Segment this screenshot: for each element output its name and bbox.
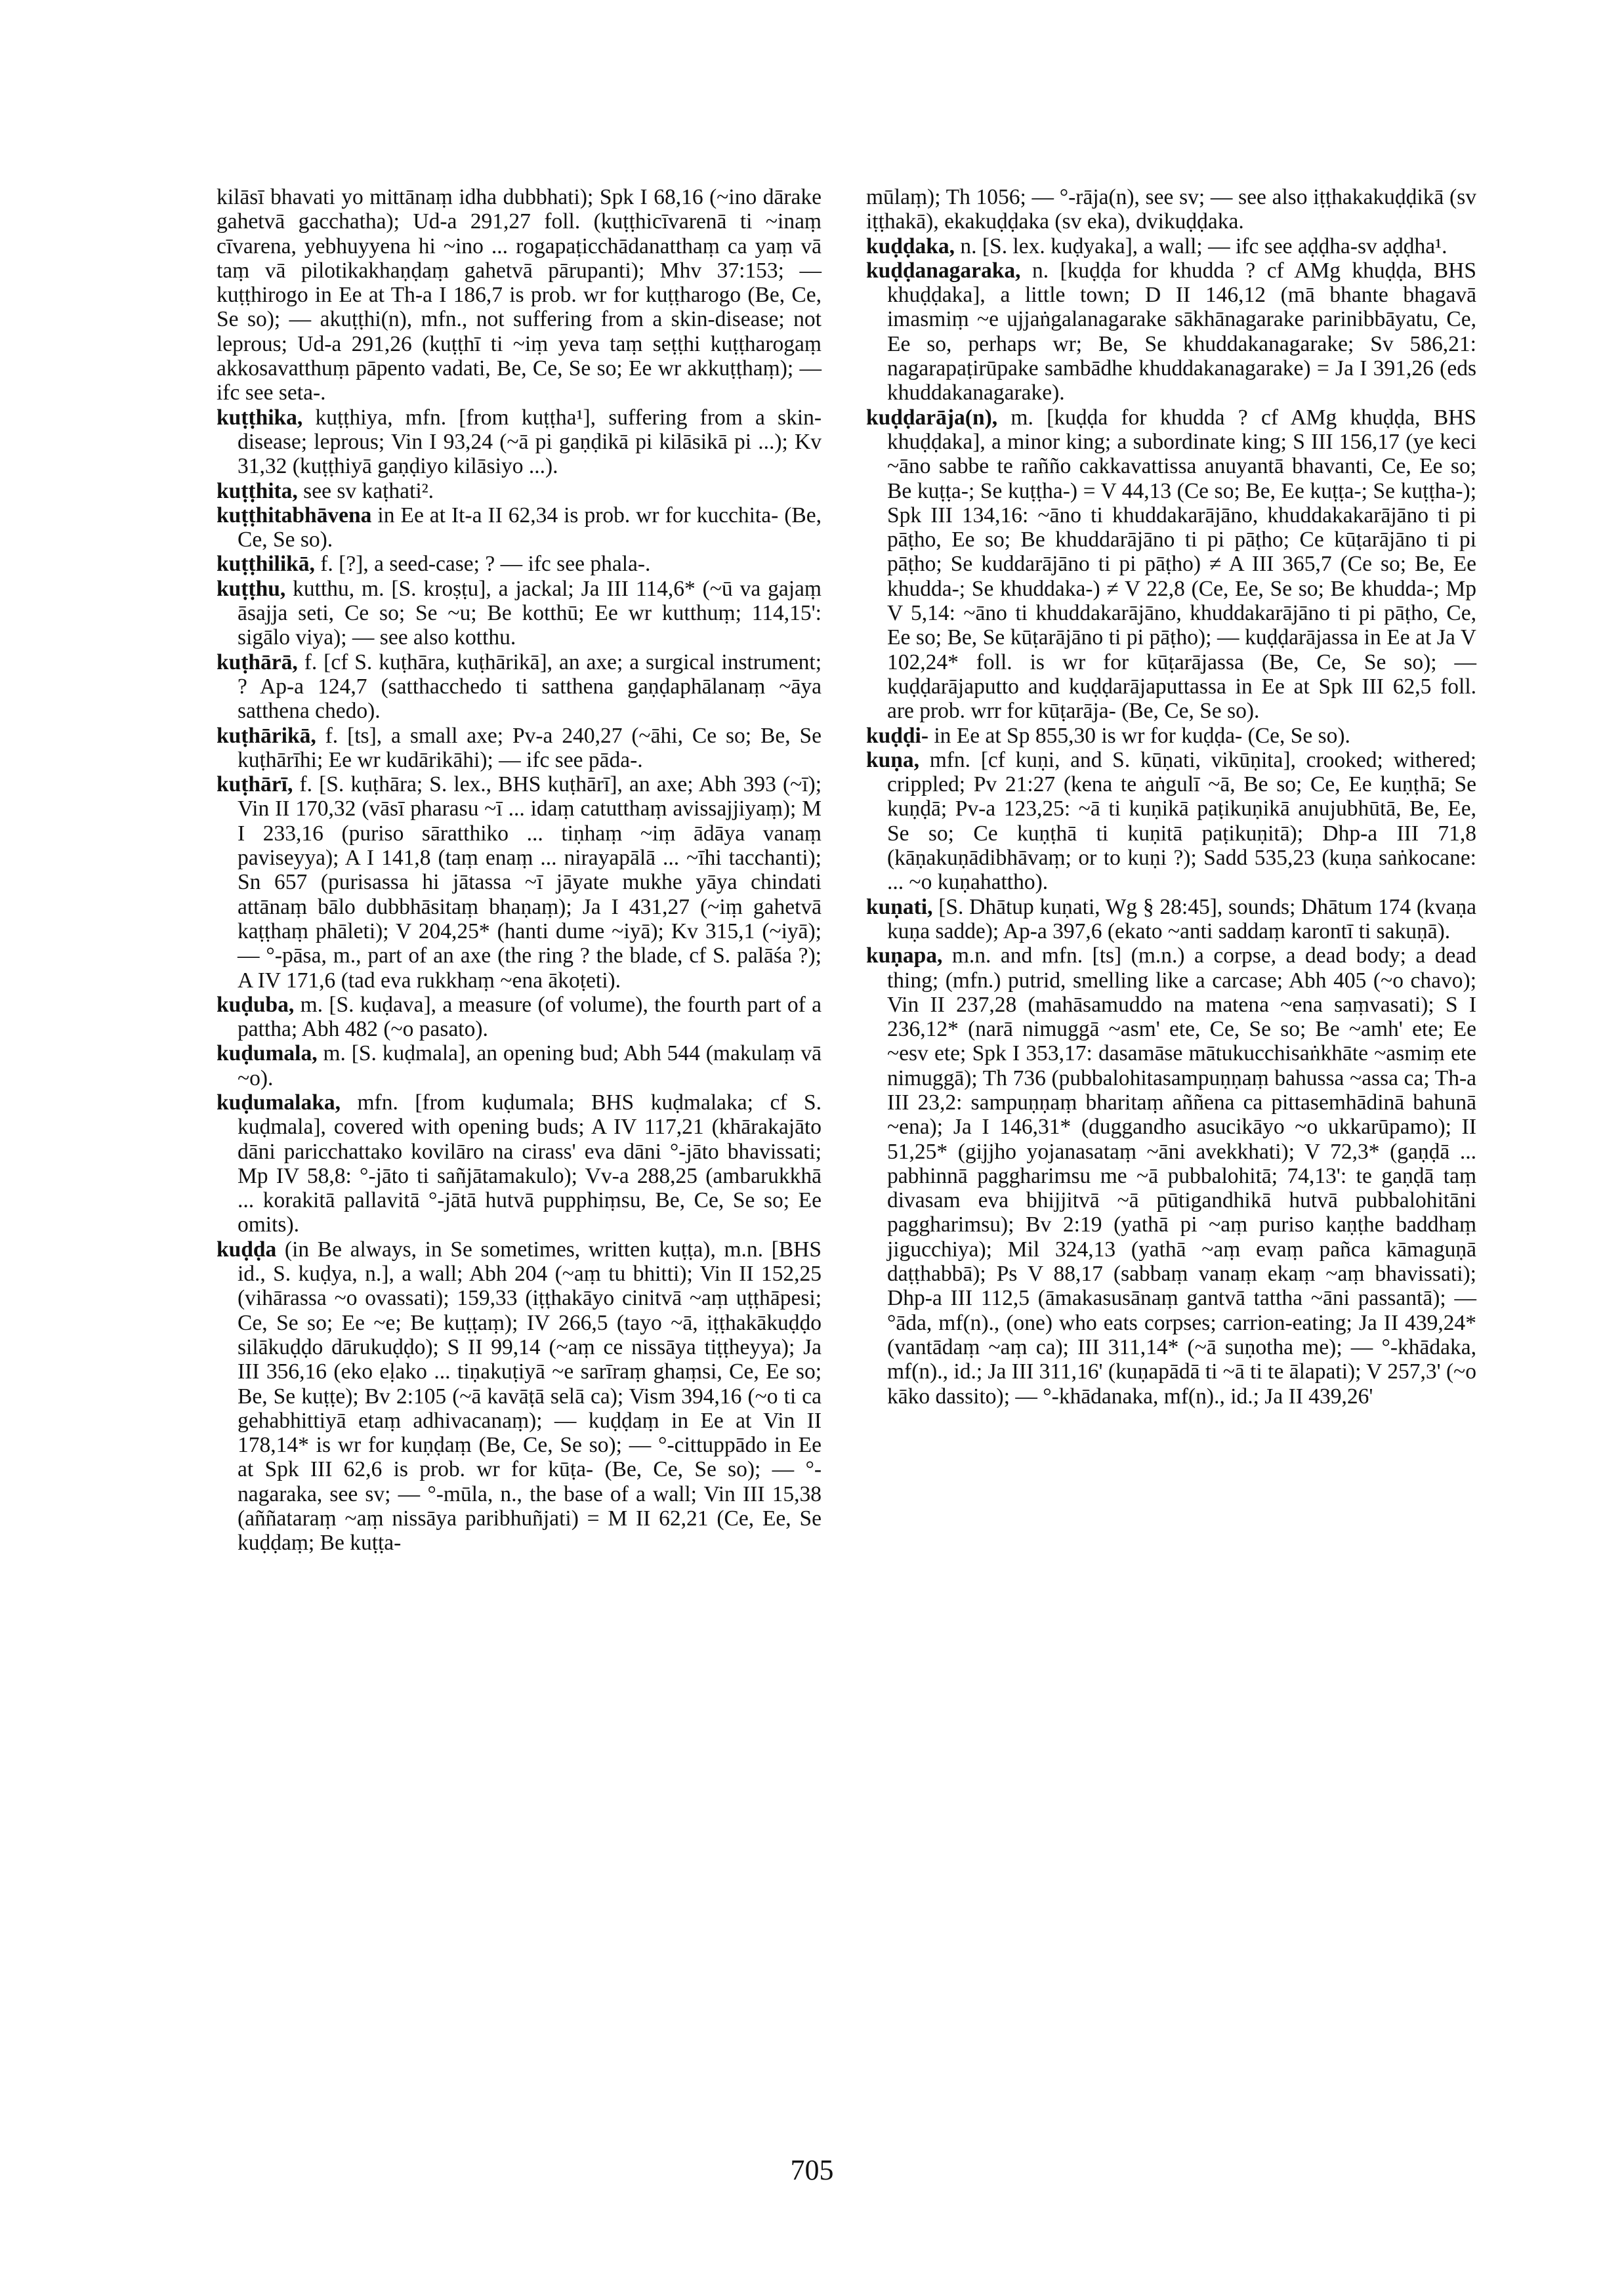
left-entry-10 [217,1041,822,1090]
definition: kuṭṭhiya, mfn. [from kuṭṭha¹], suffering from a skin-disease; leprous; Vin I 93,24 (~ā pi gaṇḍikā pi kilāsikā pi ...); Kv 31,32 (kuṭṭhiyā gaṇḍiyo kilāsiyo ...). [238,405,822,479]
left-entry-8 [217,772,822,993]
definition: mfn. [cf kuṇi, and S. kūṇati, vikūṇita], crooked; withered; crippled; Pv 21:27 (kena te aṅgulī ~ā, Be so; Ce, Ee kuṇṭhā; Se kuṇḍā; Pv-a 123,25: ~ā ti kuṇikā paṭikuṇikā anujubhūtā, Be, Ee, Se so; Ce kuṇṭhā ti kuṇitā paṭikuṇitā); Dhp-a III 71,8 (kāṇakuṇādibhāvaṃ; or to kuṇi ?); Sadd 535,23 (kuṇa saṅkocane: ... ~o kuṇahattho). [887,747,1476,895]
headword: kuṇa, [866,747,920,772]
right-entry-2 [866,258,1476,405]
right-entry-0-text: mūlaṃ); Th 1056; — °-rāja(n), see sv; — see also iṭṭhakakuḍḍikā (sv iṭṭhakā), ekakuḍḍaka (sv eka), dvikuḍḍaka. [866,185,1476,234]
left-entry-0-text: kilāsī bhavati yo mittānaṃ idha dubbhati); Spk I 68,16 (~ino dārake gahetvā gacchatha); Ud-a 291,27 foll. (kuṭṭhicīvarenā ti ~inaṃ cīvarena, yebhuyyena hi ~ino ... rogapaṭicchādanatthaṃ ca yaṃ vā taṃ vā pilotikakhaṇḍaṃ gahetvā pārupanti); Mhv 37:153; — kuṭṭhirogo in Ee at Th-a I 186,7 is prob. wr for kuṭṭharogo (Be, Ce, Se so); — akuṭṭhi(n), mfn., not suffering from a skin-disease; not leprous; Ud-a 291,26 (kuṭṭhī ti ~iṃ yeva taṃ seṭṭhi kuṭṭharogaṃ akkosavatthuṃ pāpento vadati, Be, Ce, Se so; Ee wr akkuṭṭhaṃ); — ifc see seta-. [217,185,822,405]
headword: kuṭṭhitabhāvena [217,503,372,527]
headword: kuṭhārā, [217,650,298,674]
right-entry-7 [866,943,1476,1409]
headword: kuṭṭhu, [217,576,286,601]
headword: kuṭhārī, [217,772,293,797]
headword: kuḍḍanagaraka, [866,258,1021,283]
left-entry-1 [217,405,822,479]
definition: f. [cf S. kuṭhāra, kuṭhārikā], an axe; a surgical instrument; ? Ap-a 124,7 (satthacchedo ti satthena gaṇḍaphālanaṃ ~āya satthena chedo). [238,650,822,724]
definition: n. [kuḍḍa for khudda ? cf AMg khuḍḍa, BHS khuḍḍaka], a little town; D II 146,12 (mā bhante bhagavā imasmiṃ ~e ujjaṅgalanagarake sākhānagarake parinibbāyatu, Ce, Ee so, perhaps wr; Be, Se khuddakanagarake; Sv 586,21: nagarapaṭirūpake sambādhe khuddakanagarake) = Ja I 391,26 (eds khuddakanagarake). [887,258,1476,405]
left-entry-6 [217,650,822,724]
headword: kuṭṭhita, [217,478,298,503]
left-entry-3 [217,503,822,552]
headword: kuṭhārikā, [217,723,316,748]
headword: kuḍumalaka, [217,1090,341,1115]
left-entry-2 [217,479,822,503]
definition: m. [kuḍḍa for khudda ? cf AMg khuḍḍa, BHS khuḍḍaka], a minor king; a subordinate king; S III 156,17 (ye keci ~āno sabbe te rañño cakkavattissa anuyantā bhavanti, Ce, Ee so; Be kuṭṭa-; Se kuṭṭha-) = V 44,13 (Ce so; Be, Ee kuṭṭa-; Se kuṭṭha-); Spk III 134,16: ~āno ti khuddakarājāno, khuddakakarājāno ti pi pāṭho, Ee so; Be khuddarājāno ti pi pāṭho; Ce kūṭarājāno ti pi pāṭho; Se kuddarājāno ti pi pāṭho) ≠ A III 365,7 (Ce so; Be, Ee khudda-; Se khuddaka-) ≠ V 22,8 (Ce, Ee, Se so; Be khudda-; Mp V 5,14: ~āno ti khuddakarājāno, khuddakarājāno ti pi pāṭho, Ce, Ee so; Be, Se kūṭarājāno ti pi pāṭho); — kuḍḍarājassa in Ee at Ja V 102,24* foll. is wr for kūṭarājassa (Be, Ce, Se so); — kuḍḍarājaputto and kuḍḍarājaputtassa in Ee at Spk III 62,5 foll. are prob. wrr for kūṭarāja- (Be, Ce, Se so). [887,405,1476,724]
definition: f. [S. kuṭhāra; S. lex., BHS kuṭhārī], an axe; Abh 393 (~ī); Vin II 170,32 (vāsī pharasu ~ī ... idaṃ catutthaṃ avissajjiyaṃ); M I 233,16 (puriso sāratthiko ... tiṇhaṃ ~iṃ ādāya vanaṃ paviseyya); A I 141,8 (taṃ enaṃ ... nirayapālā ... ~īhi tacchanti); Sn 657 (purisassa hi jātassa ~ī jāyate mukhe yāya chindati attānaṃ bālo dubbhāsitaṃ bhaṇaṃ); Ja I 431,27 (~iṃ gahetvā kaṭṭhaṃ phāleti); V 204,25* (hanti dume ~iyā); Kv 315,1 (~iyā); — °-pāsa, m., part of an axe (the ring ? the blade, cf S. palāśa ?); A IV 171,6 (tad eva rukkhaṃ ~ena ākoṭeti). [238,772,822,993]
left-column [217,185,822,1556]
left-entry-7 [217,724,822,773]
definition: n. [S. lex. kuḍyaka], a wall; — ifc see aḍḍha-sv aḍḍha¹. [955,234,1447,258]
definition: f. [?], a seed-case; ? — ifc see phala-. [314,552,651,577]
definition: in Ee at Sp 855,30 is wr for kuḍḍa- (Ce, Se so). [928,723,1350,748]
right-entry-6 [866,895,1476,944]
right-entry-5 [866,748,1476,895]
headword: kuṭṭhika, [217,405,303,430]
headword: kuḍḍa [217,1237,277,1262]
headword: kuḍumala, [217,1041,318,1066]
right-entry-0 [866,185,1476,234]
definition: [S. Dhātup kuṇati, Wg § 28:45], sounds; Dhātum 174 (kvaṇa kuṇa sadde); Ap-a 397,6 (ekato ~anti saddaṃ karontī ti sakuṇā). [887,894,1476,943]
headword: kuṭṭhilikā, [217,552,315,577]
right-column [866,185,1476,1409]
definition: f. [ts], a small axe; Pv-a 240,27 (~āhi, Ce so; Be, Se kuṭhārīhi; Ee wr kudārikāhi); — ifc see pāda-. [238,723,822,772]
definition: kutthu, m. [S. kroṣṭu], a jackal; Ja III 114,6* (~ū va gajaṃ āsajja seti, Ce so; Se ~u; Be kotthū; Ee wr kutthuṃ; 114,15': sigālo viya); — see also kotthu. [238,576,822,650]
headword: kuṇapa, [866,943,943,968]
headword: kuḍuba, [217,992,295,1017]
headword: kuḍḍaka, [866,234,955,258]
definition: in Ee at It-a II 62,34 is prob. wr for kucchita- (Be, Ce, Se so). [238,503,822,552]
headword: kuṇati, [866,894,933,919]
definition: m. [S. kuḍmala], an opening bud; Abh 544 (makulaṃ vā ~o). [238,1041,822,1090]
right-entry-4 [866,724,1476,748]
right-entry-1 [866,234,1476,258]
definition: mfn. [from kuḍumala; BHS kuḍmalaka; cf S. kuḍmala], covered with opening buds; A IV 117,21 (khārakajāto dāni paricchattako kovilāro na cirass' eva dāni °-jāto bhavissati; Mp IV 58,8: °-jāto ti sañjātamakulo); Vv-a 288,25 (ambarukkhā ... korakitā pallavitā °-jātā hutvā pupphiṃsu, Be, Ce, Se so; Ee omits). [238,1090,822,1237]
left-entry-9 [217,993,822,1042]
left-entry-0 [217,185,822,405]
left-entry-11 [217,1090,822,1237]
definition: (in Be always, in Se sometimes, written kuṭṭa), m.n. [BHS id., S. kuḍya, n.], a wall; Abh 204 (~aṃ tu bhitti); Vin II 152,25 (vihārassa ~o ovassati); 159,33 (iṭṭhakāyo cinitvā ~aṃ uṭṭhāpesi; Ce, Se so; Ee ~e; Be kuṭṭaṃ); IV 266,5 (tayo ~ā, iṭṭhakākuḍḍo silākuḍḍo dārukuḍḍo); S II 99,14 (~aṃ ce nissāya tiṭṭheyya); Ja III 356,16 (eko eḷako ... tiṇakuṭiyā ~e sarīraṃ ghaṃsi, Ce, Ee so; Be, Se kuṭṭe); Bv 2:105 (~ā kavāṭā selā ca); Vism 394,16 (~o ti ca gehabhittiyā etaṃ adhivacanaṃ); — kuḍḍaṃ in Ee at Vin II 178,14* is wr for kuṇḍaṃ (Be, Ce, Se so); — °-cittuppādo in Ee at Spk III 62,6 is prob. wr for kūṭa- (Be, Ce, Se so); — °-nagaraka, see sv; — °-mūla, n., the base of a wall; Vin III 15,38 (aññataraṃ ~aṃ nissāya paribhuñjati) = M II 62,21 (Ce, Ee, Se kuḍḍaṃ; Be kuṭṭa- [238,1237,822,1556]
right-entry-3 [866,405,1476,724]
headword: kuḍḍarāja(n), [866,405,998,430]
definition: see sv kaṭhati². [297,478,434,503]
left-entry-12 [217,1237,822,1556]
left-entry-4 [217,552,822,576]
headword: kuḍḍi- [866,723,928,748]
definition: m.n. and mfn. [ts] (m.n.) a corpse, a dead body; a dead thing; (mfn.) putrid, smelling like a carcase; Abh 405 (~o chavo); Vin II 237,28 (mahāsamuddo na matena ~ena saṃvasati); S I 236,12* (narā nimuggā ~asm' ete, Ce, Se so; Be ~amh' ete; Ee ~esv ete; Spk I 353,17: dasamāse mātukucchisaṅkhāte ~asmiṃ ete nimuggā); Th 736 (pubbalohitasampuṇṇaṃ bahussa ~assa ca; Th-a III 23,2: sampuṇṇaṃ bharitaṃ aññena ca pittasemhādinā bahunā ~ena); Ja I 146,31* (duggandho asucikāyo ~o ukkarūpamo); II 51,25* (gijjho yojanasataṃ ~āni avekkhati); V 72,3* (gaṇḍā ... pabhinnā paggharimsu me ~ā pubbalohitā; 74,13': te gaṇḍā taṃ divasam eva bhijjitvā ~ā pūtigandhikā hutvā pubbalohitāni paggharimsu); Bv 2:19 (yathā pi ~aṃ puriso kaṇṭhe baddhaṃ jigucchiya); Mil 324,13 (yathā ~aṃ evaṃ pañca kāmaguṇā daṭṭhabbā); Ps V 88,17 (sabbaṃ vanaṃ ekaṃ ~aṃ bhavissati); Dhp-a III 112,5 (āmakasusānaṃ gantvā tattha ~āni passantā); — °āda, mf(n)., (one) who eats corpses; carrion-eating; Ja II 439,24* (vantādaṃ ~aṃ ca); III 311,14* (~ā suṇotha me); — °-khādaka, mf(n)., id.; Ja III 311,16' (kuṇapādā ti ~ā ti te ālapati); V 257,3' (~o kāko dassito); — °-khādanaka, mf(n)., id.; Ja II 439,26' [887,943,1477,1409]
page-number: 705 [790,2154,834,2186]
left-entry-5 [217,577,822,650]
definition: m. [S. kuḍava], a measure (of volume), the fourth part of a pattha; Abh 482 (~o pasato). [238,992,822,1042]
